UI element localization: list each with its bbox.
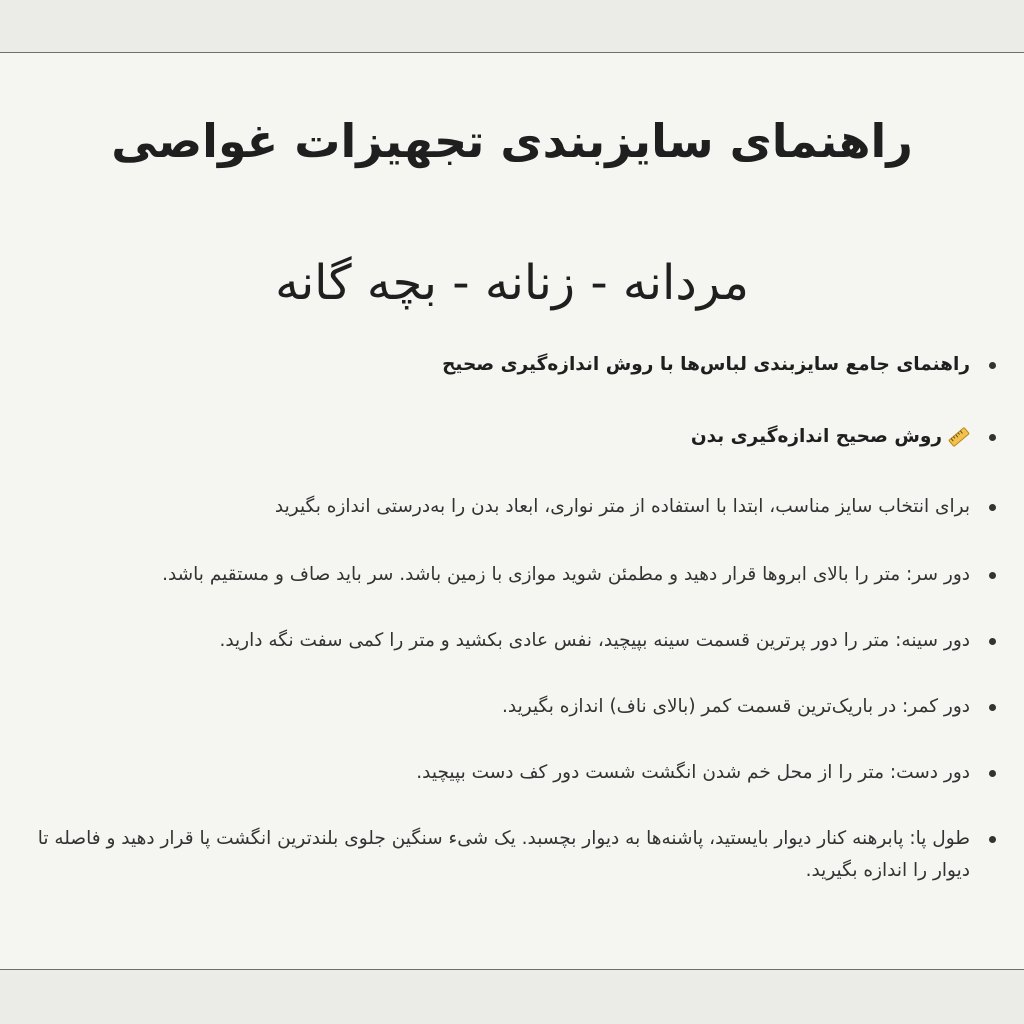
page-subtitle: مردانه - زنانه - بچه گانه	[275, 255, 749, 311]
list-item-text: دور سر: متر را بالای ابروها قرار دهید و مطمئن شوید موازی با زمین باشد. سر باید صاف و مستقیم باشد.	[162, 564, 970, 585]
list-item-text: دور سینه: متر را دور پرترین قسمت سینه بپیچید، نفس عادی بکشید و متر را کمی سفت نگه دارید.	[219, 630, 970, 651]
list-item-intro	[22, 349, 970, 381]
list-item-chest	[22, 625, 970, 657]
page-canvas	[0, 52, 1024, 970]
list-item-text: طول پا: پابرهنه کنار دیوار بایستید، پاشنه‌ها به دیوار بچسبد. یک شیء سنگین جلوی بلندترین انگشت پا قرار دهید و فاصله تا دیوار را اندازه بگیرید.	[37, 828, 970, 881]
list-item-head	[22, 559, 970, 591]
measurement-list	[22, 349, 1024, 887]
list-item-text: راهنمای جامع سایزبندی لباس‌ها با روش اندازه‌گیری صحیح	[442, 354, 970, 375]
page-title: راهنمای سایزبندی تجهیزات غواصی	[111, 114, 913, 168]
list-item-text: روش صحیح اندازه‌گیری بدن	[690, 426, 942, 447]
list-item-foot	[22, 823, 970, 887]
list-item-text: دور کمر: در باریک‌ترین قسمت کمر (بالای ناف) اندازه بگیرید.	[502, 696, 970, 717]
ruler-icon	[948, 426, 970, 448]
list-item-text: برای انتخاب سایز مناسب، ابتدا با استفاده از متر نواری، ابعاد بدن را به‌درستی اندازه بگیرید	[274, 496, 970, 517]
list-item-instruction	[22, 491, 970, 523]
list-item-method	[22, 421, 970, 453]
list-item-hand	[22, 757, 970, 789]
list-item-text: دور دست: متر را از محل خم شدن انگشت شست دور کف دست بپیچید.	[416, 762, 970, 783]
list-item-waist	[22, 691, 970, 723]
